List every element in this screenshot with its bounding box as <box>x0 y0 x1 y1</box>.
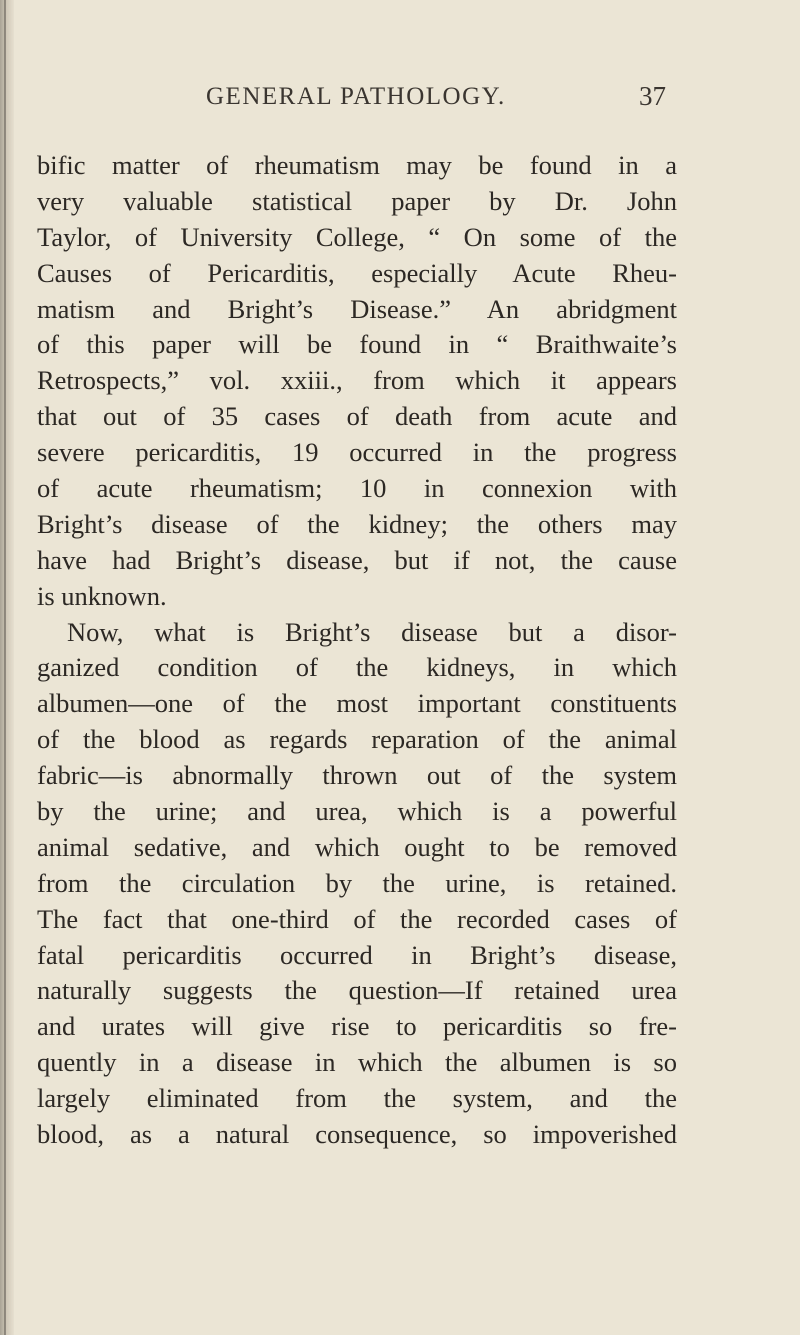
text-line: Causes of Pericarditis, especially Acute Rheu- <box>37 257 677 288</box>
running-head: GENERAL PATHOLOGY. <box>206 83 506 110</box>
text-line: naturally suggests the question—If retained urea <box>37 975 677 1006</box>
text-line: largely eliminated from the system, and the <box>37 1083 677 1114</box>
text-line: bific matter of rheumatism may be found in a <box>37 150 677 180</box>
text-line: of the blood as regards reparation of the animal <box>37 724 677 755</box>
body-text <box>37 148 677 1153</box>
text-line: from the circulation by the urine, is retained. <box>37 867 677 898</box>
text-line: fabric—is abnormally thrown out of the system <box>37 760 677 791</box>
text-line: quently in a disease in which the albumen is so <box>37 1047 677 1078</box>
binding-shadow-line <box>4 0 6 1335</box>
text-line: Taylor, of University College, “ On some of the <box>37 221 677 252</box>
text-line: severe pericarditis, 19 occurred in the progress <box>37 437 677 468</box>
page-binding-edge <box>0 0 14 1335</box>
text-line: ganized condition of the kidneys, in which <box>37 652 677 683</box>
text-line: and urates will give rise to pericarditis so fre- <box>37 1011 677 1042</box>
text-line: have had Bright’s disease, but if not, the cause <box>37 544 677 575</box>
text-line: The fact that one-third of the recorded cases of <box>37 903 677 934</box>
text-line: fatal pericarditis occurred in Bright’s disease, <box>37 939 677 970</box>
paragraph-end-line: is unknown. <box>37 580 167 611</box>
text-line: animal sedative, and which ought to be removed <box>37 831 677 862</box>
text-line: Retrospects,” vol. xxiii., from which it appears <box>37 365 677 396</box>
text-line: matism and Bright’s Disease.” An abridgment <box>37 293 677 324</box>
text-line: Bright’s disease of the kidney; the others may <box>37 508 677 539</box>
paragraph-start-line: Now, what is Bright’s disease but a disor- <box>67 616 677 647</box>
text-line: that out of 35 cases of death from acute and <box>37 401 677 432</box>
text-line: by the urine; and urea, which is a powerful <box>37 796 677 827</box>
text-line: blood, as a natural consequence, so impoverished <box>37 1119 677 1150</box>
text-line: of this paper will be found in “ Braithwaite’s <box>37 329 677 360</box>
text-line: of acute rheumatism; 10 in connexion with <box>37 473 677 504</box>
text-line: albumen—one of the most important constituents <box>37 688 677 719</box>
page-number: 37 <box>639 81 666 111</box>
text-line: very valuable statistical paper by Dr. John <box>37 185 677 216</box>
